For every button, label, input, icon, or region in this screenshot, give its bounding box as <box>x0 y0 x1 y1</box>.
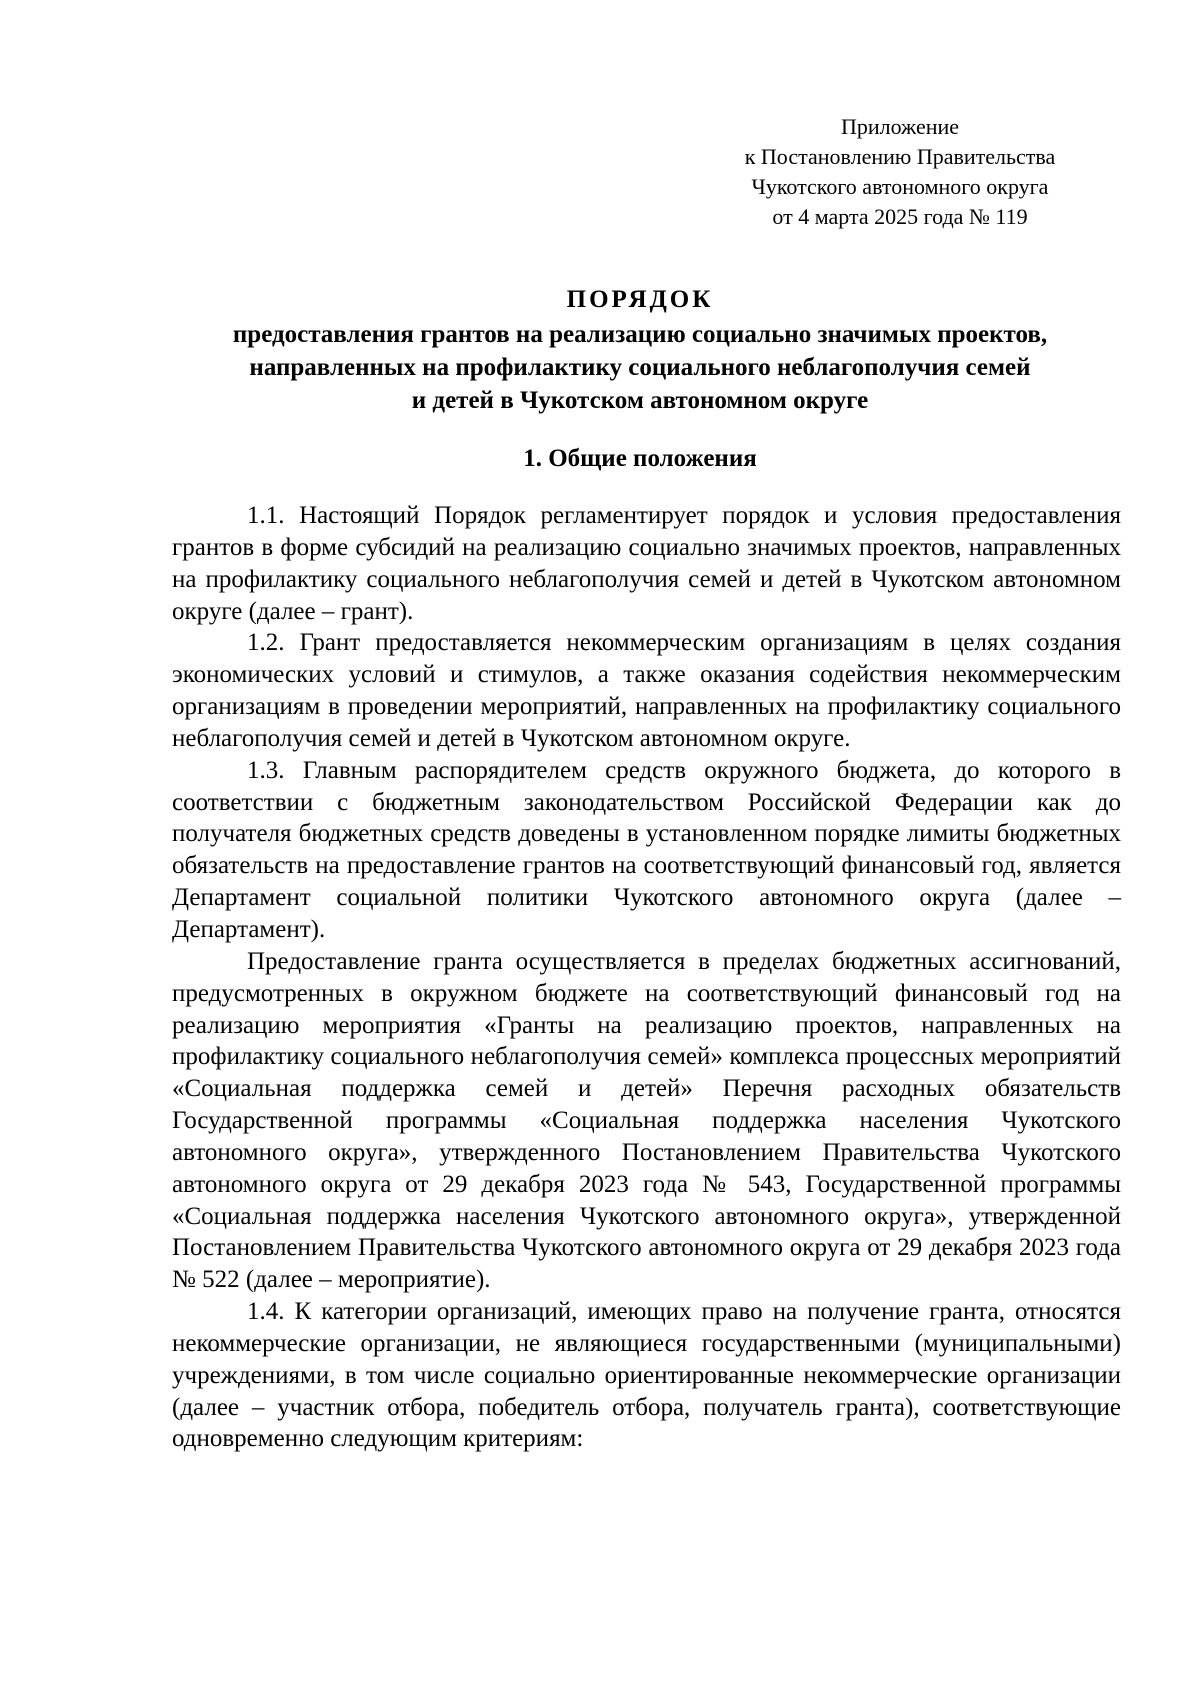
subtitle-line: предоставления грантов на реализацию социально значимых проектов, <box>232 321 1048 348</box>
subtitle-line: направленных на профилактику социального неблагополучия семей <box>249 354 1031 381</box>
paragraph-funding: Предоставление гранта осуществляется в пределах бюджетных ассигнований, предусмотренных в окружном бюджете на соответствующий финансовый год на реализацию мероприятия «Гранты на реализацию проектов, направленных на профилактику социального неблагополучия семей» комплекса процессных мероприятий «Социальная поддержка семей и детей» Перечня расходных обязательств Государственной программы «Социальная поддержка населения Чукотского автономного округа», утвержденного Постановлением Правительства Чукотского автономного округа от 29 декабря 2023 года № 543, Государственной программы «Социальная поддержка населения Чукотского автономного округа», утвержденной Постановлением Правительства Чукотского автономного округа от 29 декабря 2023 года № 522 (далее – мероприятие). <box>172 947 1121 1294</box>
paragraph-1-2: 1.2. Грант предоставляется некоммерческим организациям в целях создания экономических условий и стимулов, а также оказания содействия некоммерческим организациям в проведении мероприятий, направленных на профилактику социального неблагополучия семей и детей в Чукотском автономном округе. <box>172 629 1121 752</box>
section-body <box>172 500 1121 1455</box>
section-heading: 1. Общие положения <box>523 445 757 472</box>
appendix-line: Приложение <box>840 114 960 139</box>
paragraph-1-4: 1.4. К категории организаций, имеющих право на получение гранта, относятся некоммерческие организации, не являющиеся государственными (муниципальными) учреждениями, в том числе социально ориентированные некоммерческие организации (далее – участник отбора, победитель отбора, получатель гранта), соответствующие одновременно следующим критериям: <box>172 1298 1121 1453</box>
document-subtitle <box>60 318 1200 417</box>
appendix-line: к Постановлению Правительства <box>744 144 1056 169</box>
document-title: ПОРЯДОК <box>566 286 714 313</box>
appendix-header <box>690 112 1110 232</box>
appendix-line: Чукотского автономного округа <box>751 174 1049 199</box>
appendix-date-line: от 4 марта 2025 года № 119 <box>772 204 1028 229</box>
document-title-block <box>60 282 1200 417</box>
paragraph-1-1: 1.1. Настоящий Порядок регламентирует порядок и условия предоставления грантов в форме субсидий на реализацию социально значимых проектов, направленных на профилактику социального неблагополучия семей и детей в Чукотском автономном округе (далее – грант). <box>172 502 1121 625</box>
subtitle-line: и детей в Чукотском автономном округе <box>411 387 869 414</box>
paragraph-1-3: 1.3. Главным распорядителем средств окружного бюджета, до которого в соответствии с бюджетным законодательством Российской Федерации как до получателя бюджетных средств доведены в установленном порядке лимиты бюджетных обязательств на предоставление грантов на соответствующий финансовый год, является Департамент социальной политики Чукотского автономного округа (далее – Департамент). <box>172 756 1121 943</box>
